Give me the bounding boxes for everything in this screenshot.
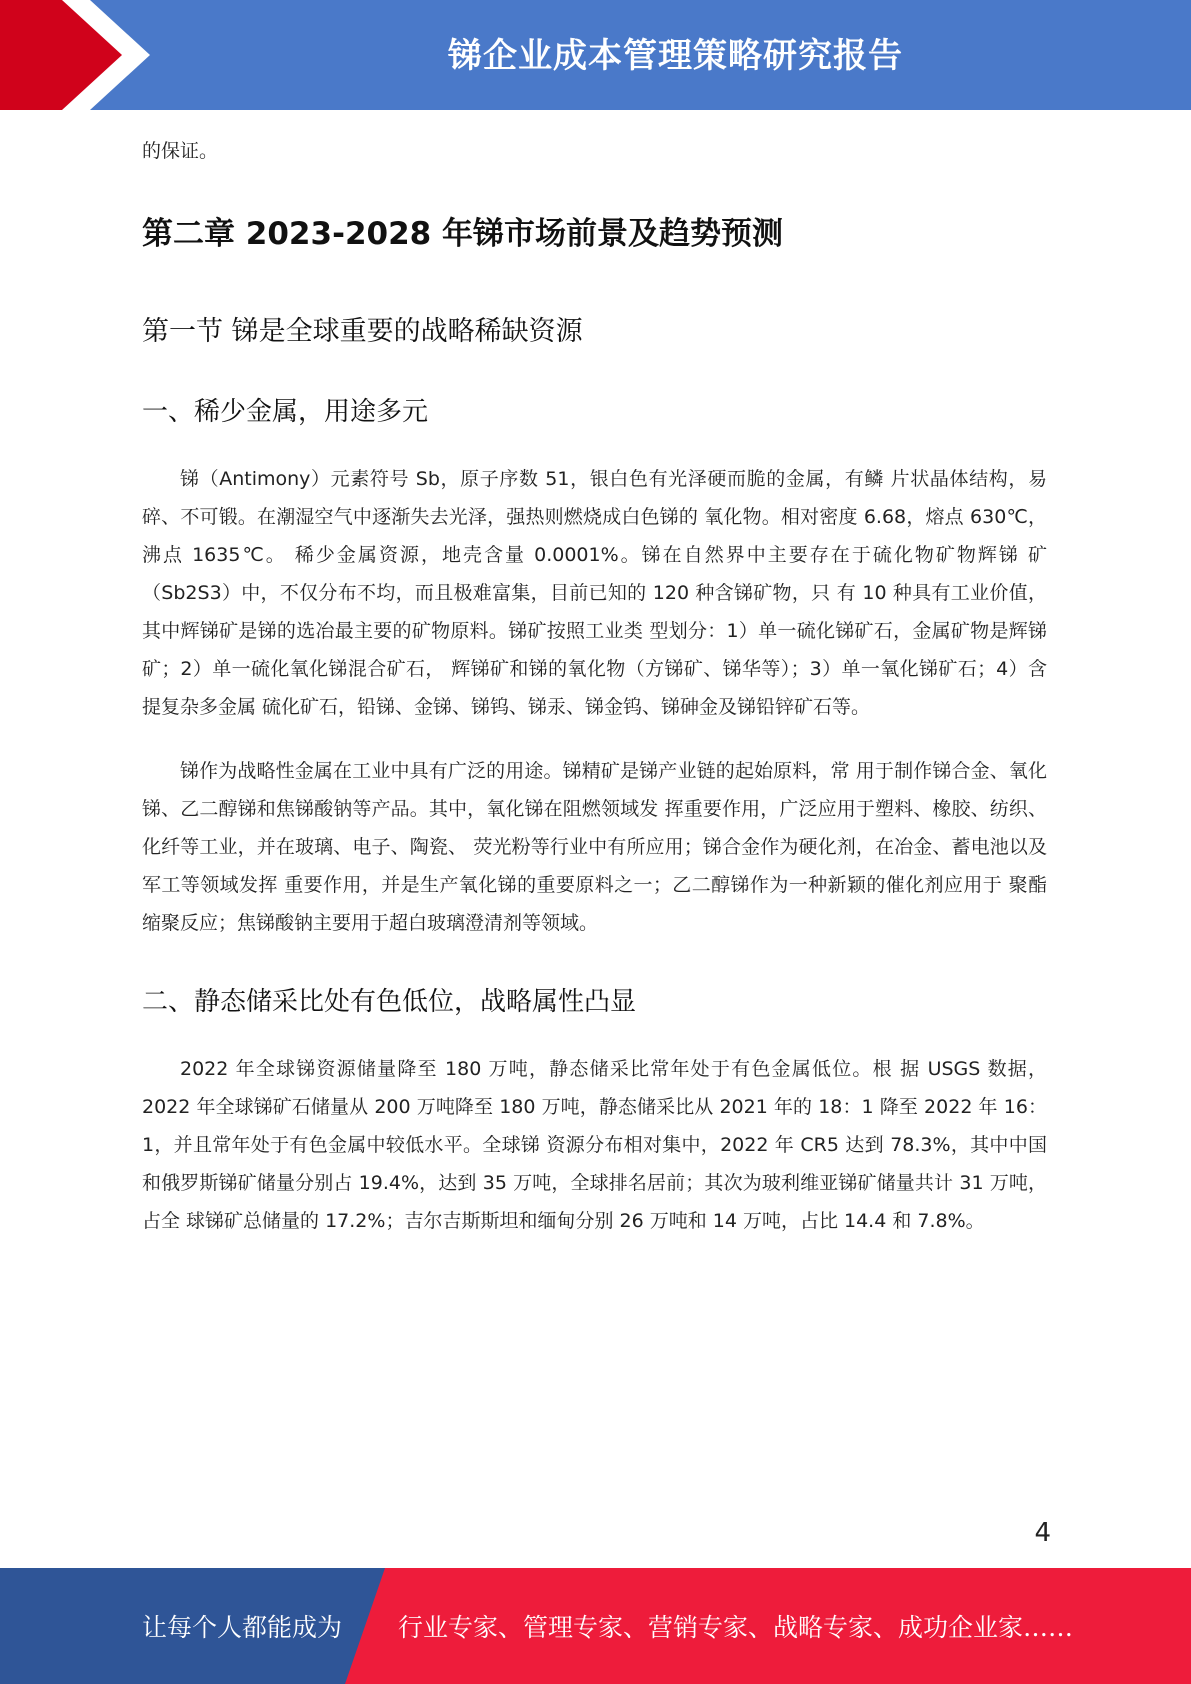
chapter-title: 第二章 2023-2028 年锑市场前景及趋势预测 [142,216,784,252]
report-title: 锑企业成本管理策略研究报告 [448,36,903,76]
continuation-text: 的保证。 [142,140,219,162]
footer-slogan-left: 让每个人都能成为 [142,1613,343,1642]
page-number: 4 [1034,1518,1051,1548]
section-title: 第一节 锑是全球重要的战略稀缺资源 [142,316,583,347]
paragraph: 锑作为战略性金属在工业中具有广泛的用途。锑精矿是锑产业链的起始原料，常 用于制作锑合金、氧化锑、乙二醇锑和焦锑酸钠等产品。其中，氧化锑在阻燃领域发 挥重要作用，广泛应用于塑料、橡胶、纺织、化纤等工业，并在玻璃、电子、陶瓷、 荧光粉等行业中有所应用；锑合金作为硬化剂，在冶金、蓄电池以及军工等领域发挥 重要作用，并是生产氧化锑的重要原料之一；乙二醇锑作为一种新颖的催化剂应用于 聚酯缩聚反应；焦锑酸钠主要用于超白玻璃澄清剂等领域。 [142,760,1047,934]
paragraph: 2022 年全球锑资源储量降至 180 万吨，静态储采比常年处于有色金属低位。根 据 USGS 数据，2022 年全球锑矿石储量从 200 万吨降至 180 万吨，静态储采比从 2021 年的 18：1 降至 2022 年 16：1，并且常年处于有色金属中较低水平。全球锑 资源分布相对集中，2022 年 CR5 达到 78.3%，其中中国和俄罗斯锑矿储量分别占 19.4%，达到 35 万吨，全球排名居前；其次为玻利维亚锑矿储量共计 31 万吨，占全 球锑矿总储量的 17.2%；吉尔吉斯斯坦和缅甸分别 26 万吨和 14 万吨，占比 14.4 和 7.8%。 [142,1058,1047,1232]
page-content [142,132,1047,1240]
page-footer [0,1568,1191,1684]
footer-slogan-right: 行业专家、管理专家、营销专家、战略专家、成功企业家…… [398,1613,1074,1642]
subsection-title-1: 一、稀少金属，用途多元 [142,397,429,427]
paragraph: 锑（Antimony）元素符号 Sb，原子序数 51，银白色有光泽硬而脆的金属，有鳞 片状晶体结构，易碎、不可锻。在潮湿空气中逐渐失去光泽，强热则燃烧成白色锑的 氧化物。相对密度 6.68，熔点 630℃，沸点 1635℃。 稀少金属资源，地壳含量 0.0001%。锑在自然界中主要存在于硫化物矿物辉锑 矿（Sb2S3）中，不仅分布不均，而且极难富集，目前已知的 120 种含锑矿物，只 有 10 种具有工业价值，其中辉锑矿是锑的选冶最主要的矿物原料。锑矿按照工业类 型划分：1）单一硫化锑矿石，金属矿物是辉锑矿；2）单一硫化氧化锑混合矿石， 辉锑矿和锑的氧化物（方锑矿、锑华等）；3）单一氧化锑矿石；4）含提复杂多金属 硫化矿石，铅锑、金锑、锑钨、锑汞、锑金钨、锑砷金及锑铅锌矿石等。 [142,468,1047,718]
page-header [0,0,1191,110]
header-chevron-icon [0,0,160,110]
subsection-title-2: 二、静态储采比处有色低位，战略属性凸显 [142,987,637,1017]
